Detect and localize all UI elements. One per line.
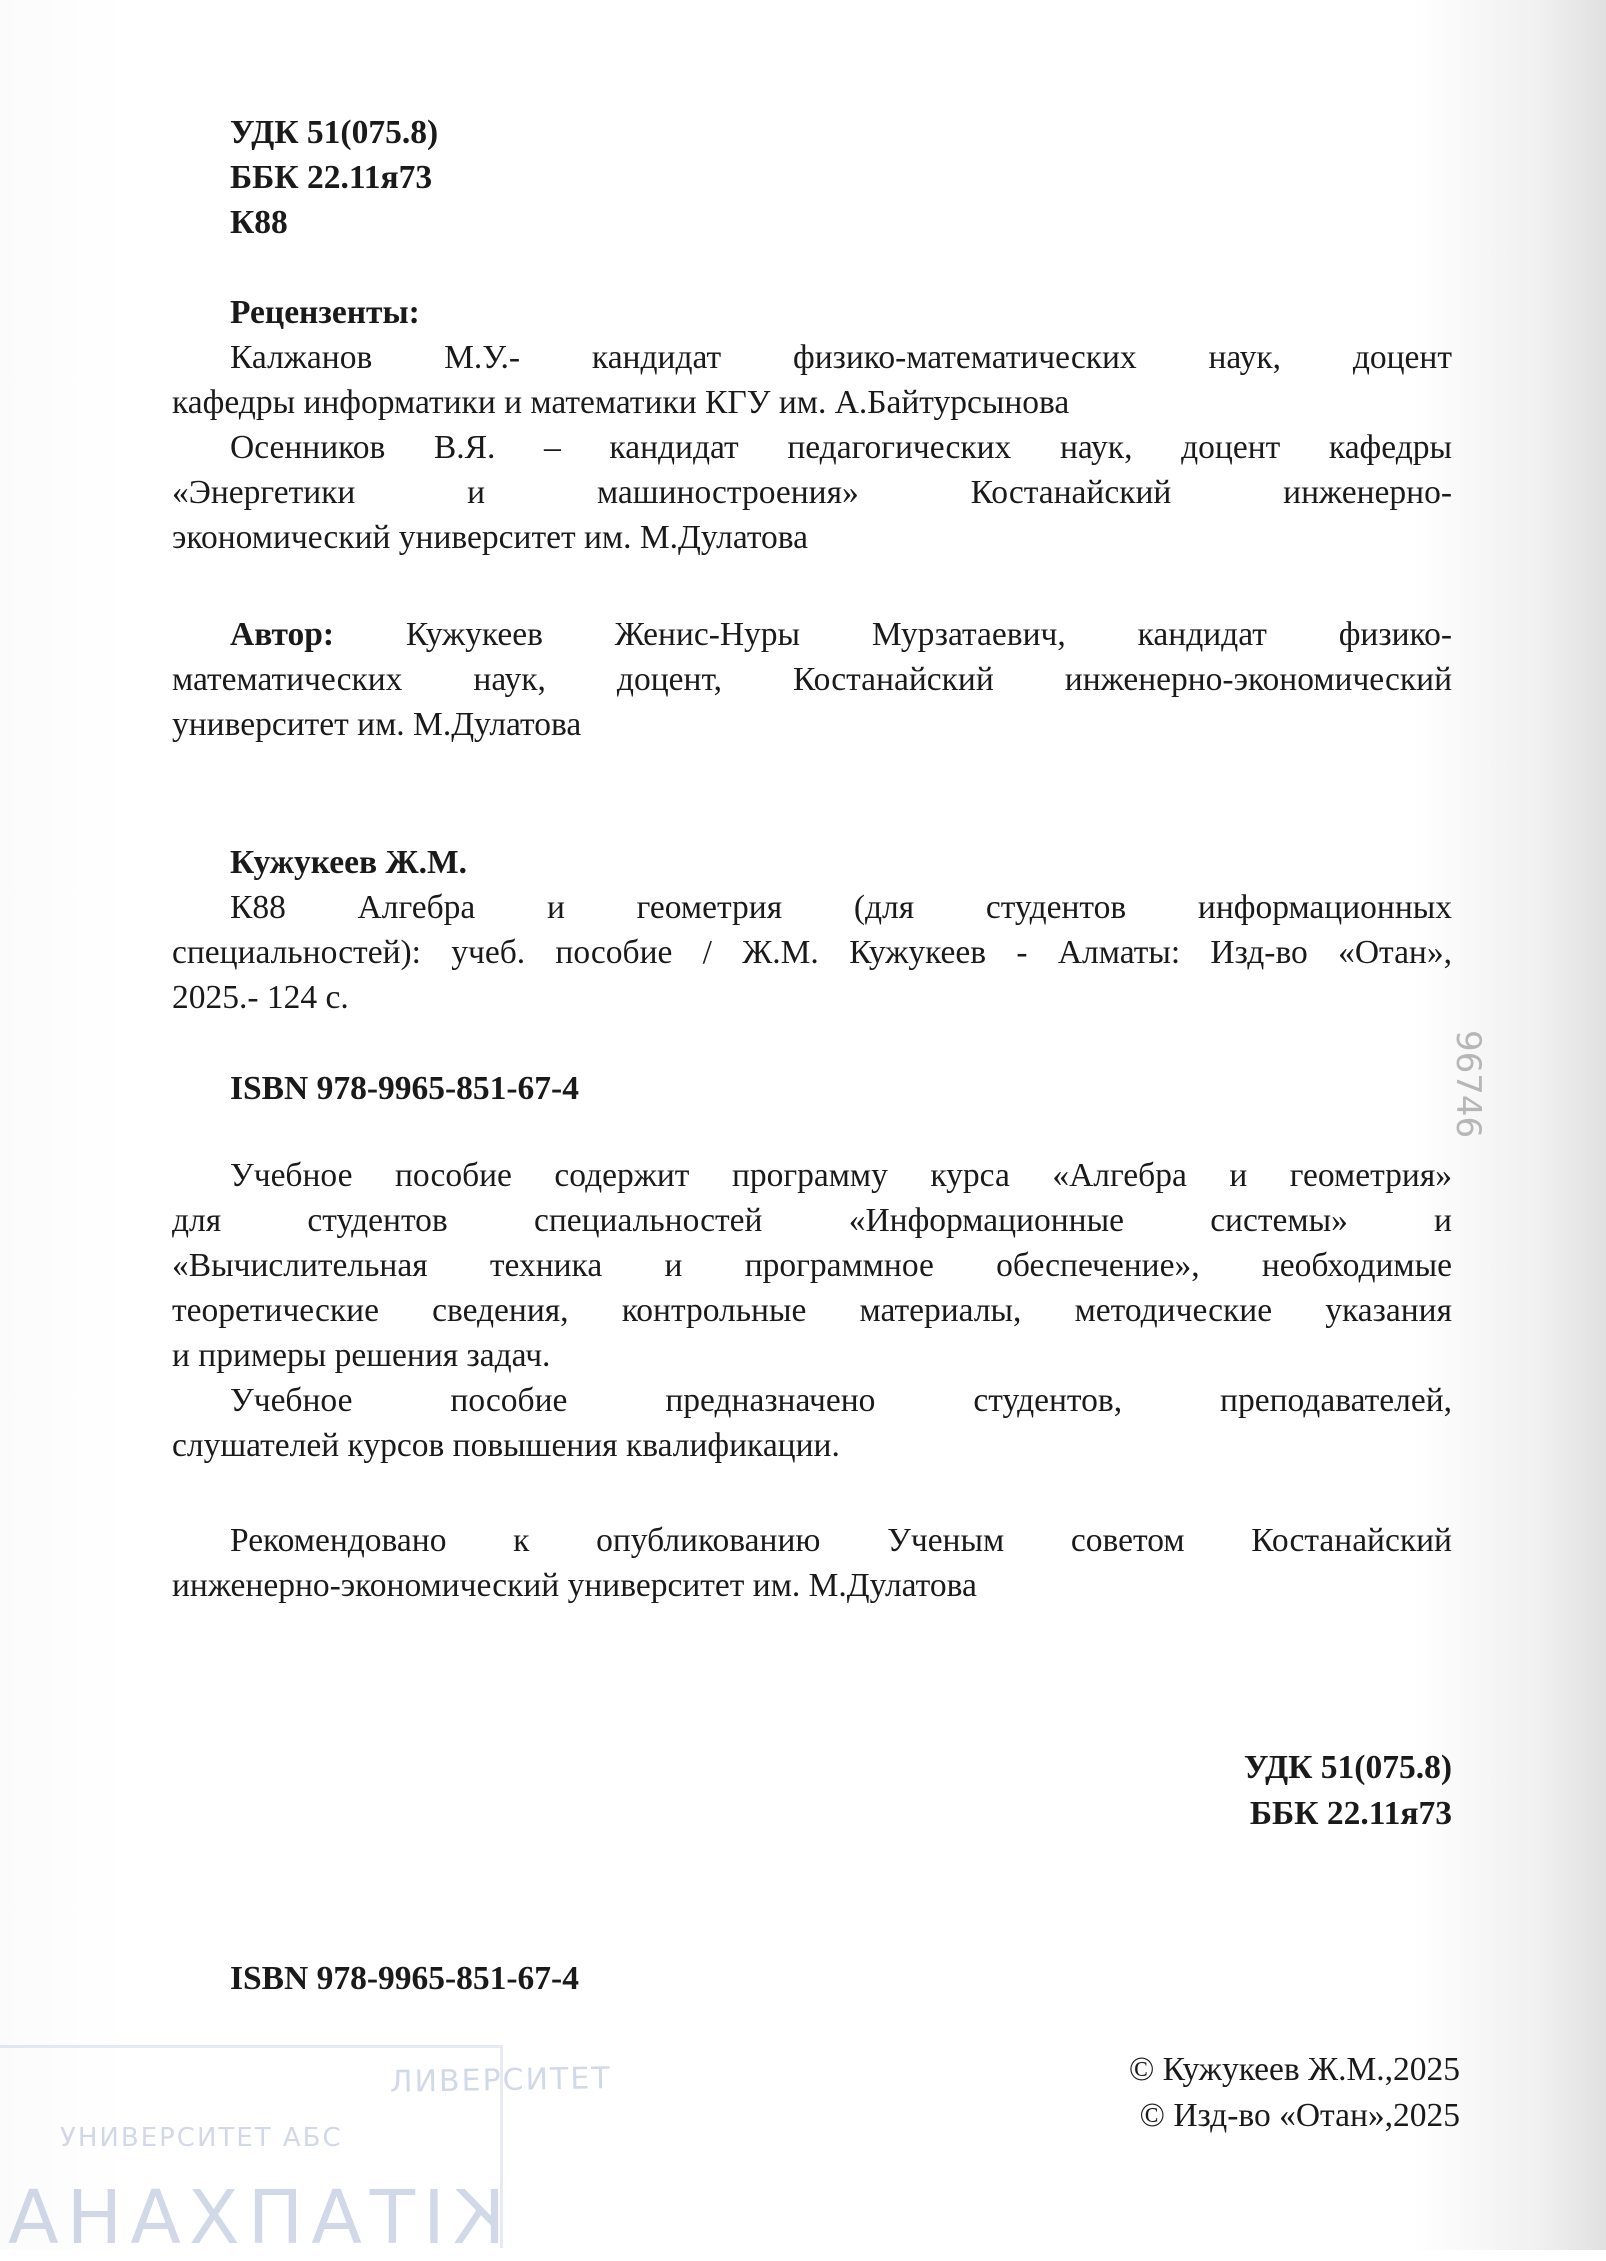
reviewers-heading: Рецензенты: [230,294,420,331]
stamp-line-1: ЛИВЕРСИТЕТ [389,2061,612,2100]
reviewer-line-2: кафедры информатики и математики КГУ им. А.Байтурсынова [172,384,1070,421]
bibliography-section [172,840,1452,1020]
footer-isbn: ISBN 978-9965-851-67-4 [230,1960,579,1997]
recommendation-section [172,1518,1452,1608]
margin-handwritten-note: 96746 [1448,1030,1488,1139]
bibliography-line-1: К88 Алгебра и геометрия (для студентов информационных [230,889,1452,926]
annotation-line-4: теоретические сведения, контрольные материалы, методические указания [172,1292,1452,1329]
copyright-section [1129,2047,1460,2139]
annotation-purpose-line-1: Учебное пособие предназначено студентов, преподавателей, [230,1382,1452,1419]
annotation-line-3: «Вычислительная техника и программное обеспечение», необходимые [172,1247,1452,1284]
isbn: ISBN 978-9965-851-67-4 [230,1070,579,1107]
bibliography-name: Кужукеев Ж.М. [230,844,467,881]
footer-udk: УДК 51(075.8) [1243,1749,1452,1786]
copyright-publisher: © Изд-во «Отан»,2025 [1139,2097,1460,2134]
isbn-section [172,1066,1452,1111]
stamp-line-3: КІТАПХАНА [0,2175,506,2261]
reviewer-line-5: экономический университет им. М.Дулатова [172,519,809,556]
bibliography-line-2: специальностей): учеб. пособие / Ж.М. Кужукеев - Алматы: Изд-во «Отан», [172,934,1452,971]
author-line-3: университет им. М.Дулатова [172,706,582,743]
recommendation-line-1: Рекомендовано к опубликованию Ученым советом Костанайский [230,1522,1452,1559]
bibliography-line-3: 2025.- 124 с. [172,979,349,1016]
author-section [172,612,1452,747]
library-stamp [0,2045,612,2261]
header-bbk: ББК 22.11я73 [230,159,433,196]
author-label: Автор: [230,616,335,653]
recommendation-line-2: инженерно-экономический университет им. М.Дулатова [172,1567,977,1604]
author-first-line-text: Кужукеев Женис-Нуры Мурзатаевич, кандидат физико- [405,616,1452,653]
stamp-line-2: УНИВЕРСИТЕТ АБС [60,2123,343,2153]
annotation-line-1: Учебное пособие содержит программу курса «Алгебра и геометрия» [230,1157,1452,1194]
header-codes [230,110,830,245]
reviewer-line-4: «Энергетики и машиностроения» Костанайский инженерно- [172,474,1452,511]
reviewer-line-3: Осенников В.Я. – кандидат педагогических наук, доцент кафедры [230,429,1452,466]
footer-isbn-section [172,1956,1452,2001]
page-edge-shadow [1536,0,1606,2250]
header-code: К88 [230,204,288,241]
reviewer-line-1: Калжанов М.У.- кандидат физико-математических наук, доцент [230,339,1452,376]
footer-bbk: ББК 22.11я73 [1249,1795,1452,1832]
author-first-line [172,612,1452,657]
annotation-purpose-line-2: слушателей курсов повышения квалификации. [172,1427,840,1464]
annotation-section [172,1153,1452,1468]
reviewers-section [172,290,1452,560]
annotation-line-2: для студентов специальностей «Информационные системы» и [172,1202,1452,1239]
author-line-2: математических наук, доцент, Костанайский инженерно-экономический [172,661,1452,698]
annotation-line-5: и примеры решения задач. [172,1337,551,1374]
header-udk: УДК 51(075.8) [230,114,439,151]
footer-codes [1244,1745,1452,1837]
copyright-author: © Кужукеев Ж.М.,2025 [1128,2051,1460,2088]
